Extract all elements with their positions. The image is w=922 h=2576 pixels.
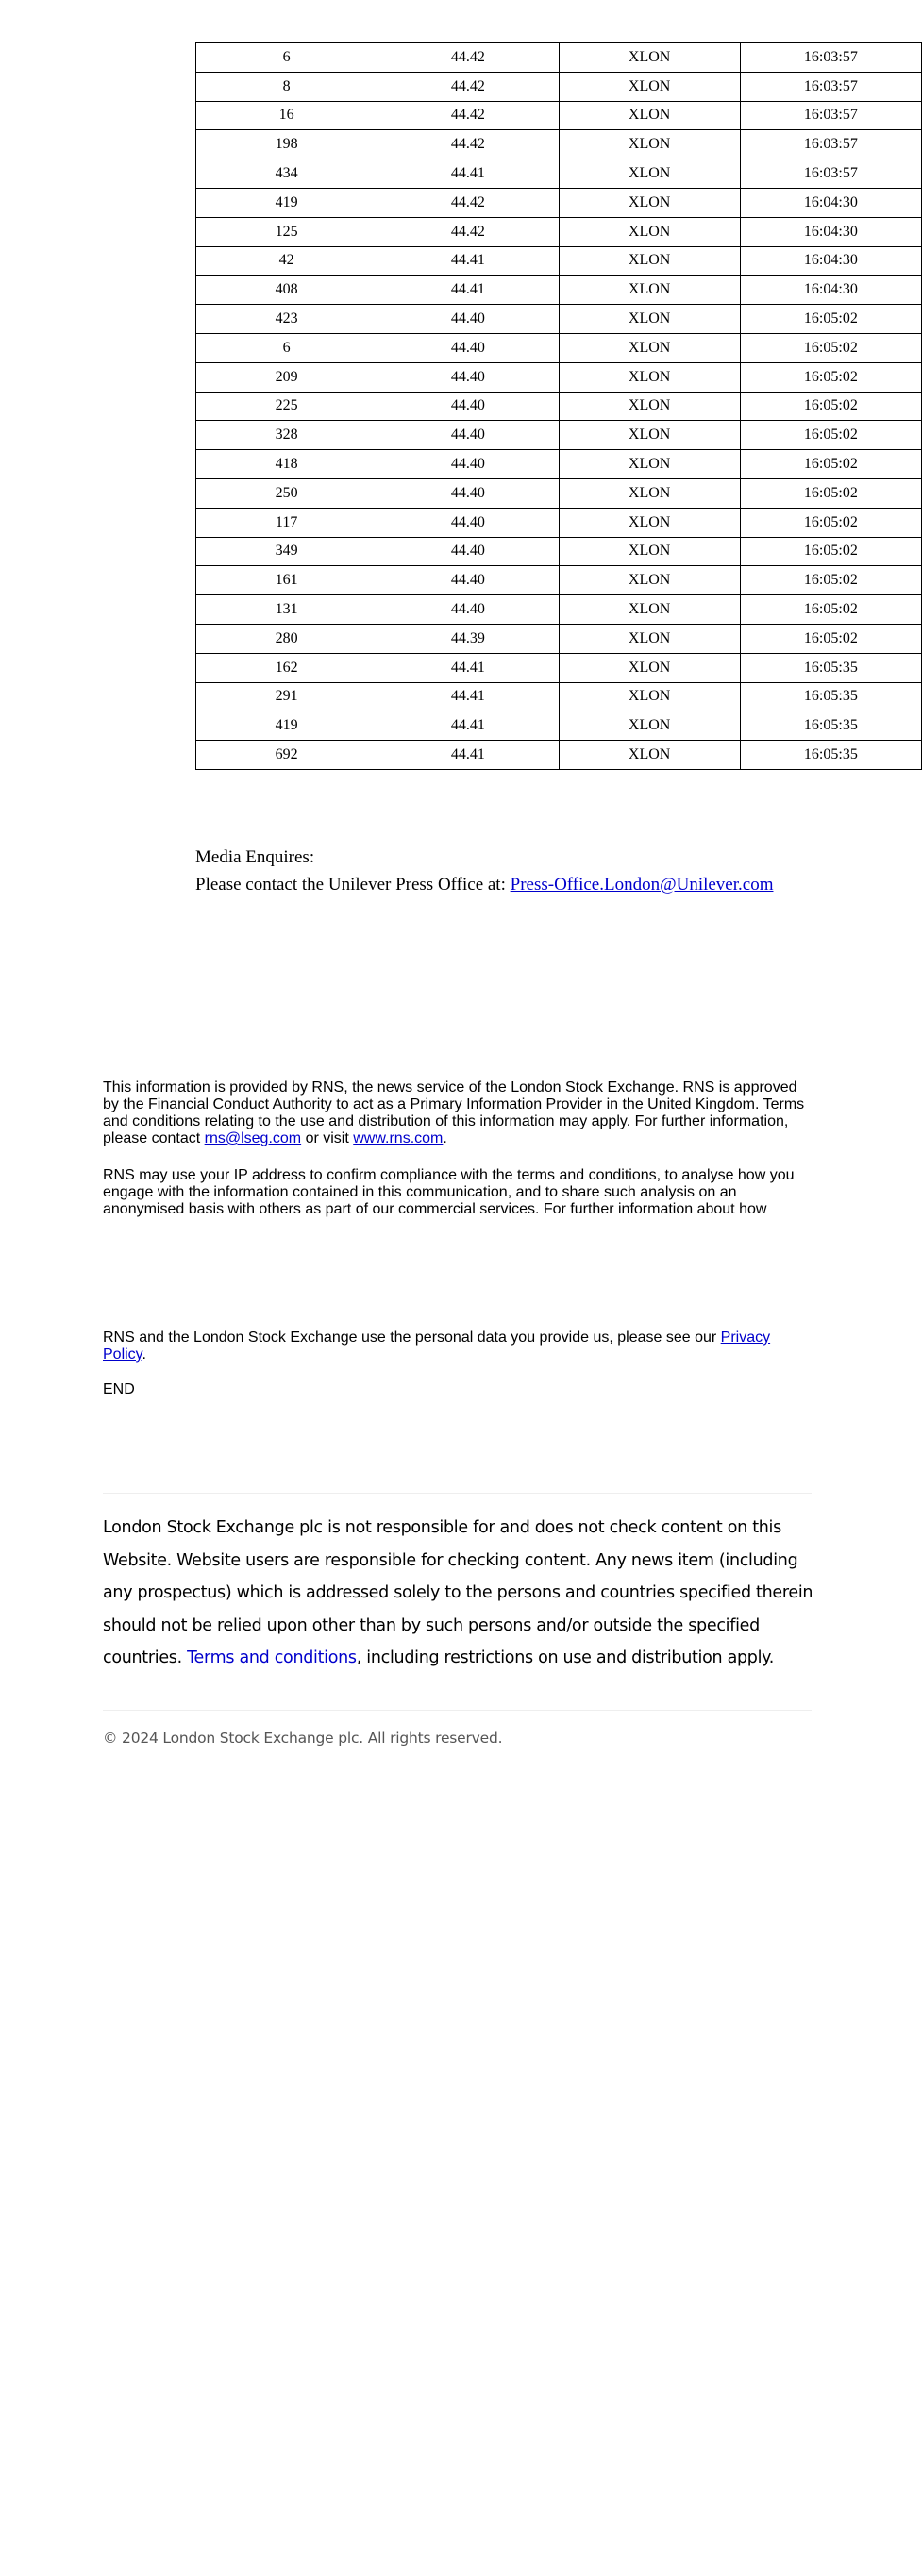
table-cell: XLON <box>559 305 740 334</box>
table-cell: 44.42 <box>377 188 559 217</box>
table-cell: 44.40 <box>377 537 559 566</box>
table-row <box>196 130 922 159</box>
table-cell: 44.42 <box>377 72 559 101</box>
table-cell: 16:04:30 <box>740 246 921 276</box>
table-cell: 16:05:02 <box>740 421 921 450</box>
footer-bottom-divider <box>103 1710 812 1711</box>
rns-ip-paragraph <box>103 1167 809 1218</box>
table-cell: XLON <box>559 276 740 305</box>
table-cell: 44.40 <box>377 450 559 479</box>
table-cell: 44.40 <box>377 392 559 421</box>
trades-table-container <box>195 42 858 793</box>
table-row <box>196 682 922 711</box>
table-row <box>196 159 922 189</box>
table-row <box>196 305 922 334</box>
table-cell: 44.41 <box>377 682 559 711</box>
table-row <box>196 421 922 450</box>
table-row <box>196 188 922 217</box>
table-cell: XLON <box>559 741 740 770</box>
table-cell: XLON <box>559 246 740 276</box>
rns-or-visit-text: or visit <box>301 1130 354 1146</box>
table-row <box>196 653 922 682</box>
table-cell: 16:05:02 <box>740 362 921 392</box>
table-cell: 16:05:02 <box>740 595 921 625</box>
rns-info-paragraph <box>103 1079 809 1147</box>
media-contact <box>195 871 773 898</box>
terms-and-conditions-link[interactable]: Terms and conditions <box>187 1648 357 1667</box>
privacy-policy-link[interactable]: Privacy Policy <box>103 1330 771 1363</box>
end-text: END <box>103 1381 135 1397</box>
table-cell: 419 <box>196 711 377 741</box>
table-cell: 16:05:02 <box>740 478 921 508</box>
table-cell: XLON <box>559 333 740 362</box>
rns-info-period: . <box>443 1130 447 1146</box>
copyright-notice: © 2024 London Stock Exchange plc. All rights reserved. <box>103 1730 503 1747</box>
table-cell: 44.40 <box>377 478 559 508</box>
table-cell: XLON <box>559 362 740 392</box>
table-row <box>196 595 922 625</box>
table-cell: XLON <box>559 101 740 130</box>
rns-ip-text: RNS may use your IP address to confirm compliance with the terms and conditions, to analyse how you engage with the information contained in this communication, and to share such analysis on an anonymised basis with others as part of our commercial services. For further information about how <box>103 1167 795 1217</box>
table-row <box>196 537 922 566</box>
trades-table-body <box>196 43 922 770</box>
table-row <box>196 478 922 508</box>
table-cell: 16:04:30 <box>740 276 921 305</box>
table-cell: XLON <box>559 188 740 217</box>
table-cell: 16:03:57 <box>740 159 921 189</box>
table-cell: 16:05:02 <box>740 450 921 479</box>
media-enquiries <box>195 844 773 898</box>
table-cell: 44.40 <box>377 566 559 595</box>
table-cell: 423 <box>196 305 377 334</box>
table-cell: 6 <box>196 333 377 362</box>
table-row <box>196 246 922 276</box>
table-cell: 434 <box>196 159 377 189</box>
table-cell: 42 <box>196 246 377 276</box>
press-office-email-link[interactable]: Press-Office.London@Unilever.com <box>510 875 774 895</box>
table-cell: 16:05:35 <box>740 741 921 770</box>
rns-privacy-paragraph <box>103 1330 809 1363</box>
table-row <box>196 392 922 421</box>
media-contact-text: Please contact the Unilever Press Office at: <box>195 875 511 895</box>
table-cell: 44.40 <box>377 333 559 362</box>
table-cell: 16:05:02 <box>740 305 921 334</box>
table-cell: 16:05:02 <box>740 566 921 595</box>
table-cell: 6 <box>196 43 377 73</box>
table-cell: 16:04:30 <box>740 188 921 217</box>
table-cell: 225 <box>196 392 377 421</box>
table-cell: 44.40 <box>377 421 559 450</box>
table-cell: 117 <box>196 508 377 537</box>
table-row <box>196 711 922 741</box>
table-cell: 16:03:57 <box>740 43 921 73</box>
table-cell: 44.40 <box>377 595 559 625</box>
table-cell: 250 <box>196 478 377 508</box>
table-cell: 291 <box>196 682 377 711</box>
table-cell: XLON <box>559 682 740 711</box>
table-cell: 44.40 <box>377 305 559 334</box>
table-row <box>196 43 922 73</box>
table-row <box>196 276 922 305</box>
table-cell: 198 <box>196 130 377 159</box>
table-cell: 349 <box>196 537 377 566</box>
table-cell: 408 <box>196 276 377 305</box>
table-cell: XLON <box>559 595 740 625</box>
table-row <box>196 217 922 246</box>
rns-privacy-text: RNS and the London Stock Exchange use the personal data you provide us, please see our <box>103 1330 721 1346</box>
table-cell: XLON <box>559 450 740 479</box>
table-cell: 162 <box>196 653 377 682</box>
lse-disclaimer-tail: , including restrictions on use and distribution apply. <box>356 1648 774 1667</box>
table-cell: 16:05:35 <box>740 682 921 711</box>
footer-top-divider <box>103 1493 812 1494</box>
rns-privacy-period: . <box>142 1347 146 1363</box>
table-row <box>196 566 922 595</box>
table-cell: XLON <box>559 508 740 537</box>
table-cell: 161 <box>196 566 377 595</box>
table-cell: 16:04:30 <box>740 217 921 246</box>
rns-end-marker <box>103 1381 809 1398</box>
table-cell: 16:03:57 <box>740 72 921 101</box>
table-cell: XLON <box>559 711 740 741</box>
table-cell: 328 <box>196 421 377 450</box>
table-cell: XLON <box>559 392 740 421</box>
table-cell: 125 <box>196 217 377 246</box>
table-cell: 44.40 <box>377 362 559 392</box>
table-cell: XLON <box>559 478 740 508</box>
table-cell: 44.41 <box>377 741 559 770</box>
table-cell: 419 <box>196 188 377 217</box>
table-cell: 16:05:02 <box>740 508 921 537</box>
table-row <box>196 333 922 362</box>
table-row <box>196 72 922 101</box>
table-row <box>196 450 922 479</box>
table-cell: 280 <box>196 624 377 653</box>
table-row <box>196 508 922 537</box>
table-cell: 16:05:35 <box>740 711 921 741</box>
table-cell: 8 <box>196 72 377 101</box>
table-cell: 16:05:02 <box>740 624 921 653</box>
table-row <box>196 101 922 130</box>
rns-email-link[interactable]: rns@lseg.com <box>204 1130 302 1146</box>
table-cell: XLON <box>559 72 740 101</box>
table-cell: XLON <box>559 653 740 682</box>
table-cell: 44.42 <box>377 130 559 159</box>
table-cell: 44.41 <box>377 711 559 741</box>
table-row <box>196 624 922 653</box>
table-cell: XLON <box>559 421 740 450</box>
rns-info-text: This information is provided by RNS, the news service of the London Stock Exchange. RNS is approved by the Financial Conduct Authority to act as a Primary Information Provider in the United Kingdom. Terms and conditions relating to the use and distribution of this information may apply. For further information, please contact <box>103 1079 805 1146</box>
table-cell: 418 <box>196 450 377 479</box>
media-heading: Media Enquires: <box>195 847 315 867</box>
table-cell: 44.41 <box>377 653 559 682</box>
table-cell: 16:05:02 <box>740 537 921 566</box>
table-cell: 16 <box>196 101 377 130</box>
lse-disclaimer-text: London Stock Exchange plc is not responsible for and does not check content on this Website. Website users are responsible for checking content. Any news item (including any prospectus) which is addressed solely to the persons and countries specified therein should not be relied upon other than by such persons and/or outside the specified countries. <box>103 1518 813 1667</box>
table-cell: 16:05:35 <box>740 653 921 682</box>
table-cell: 16:05:02 <box>740 392 921 421</box>
table-cell: 131 <box>196 595 377 625</box>
table-cell: 44.40 <box>377 508 559 537</box>
table-cell: 44.42 <box>377 101 559 130</box>
table-cell: 16:05:02 <box>740 333 921 362</box>
table-row <box>196 741 922 770</box>
table-cell: 209 <box>196 362 377 392</box>
lse-disclaimer <box>103 1512 815 1675</box>
table-cell: 16:03:57 <box>740 130 921 159</box>
table-cell: XLON <box>559 624 740 653</box>
table-cell: 44.41 <box>377 246 559 276</box>
table-cell: XLON <box>559 537 740 566</box>
table-cell: 44.41 <box>377 276 559 305</box>
table-row <box>196 362 922 392</box>
table-cell: 692 <box>196 741 377 770</box>
table-cell: 44.42 <box>377 43 559 73</box>
table-cell: XLON <box>559 43 740 73</box>
trades-table <box>195 42 922 770</box>
table-cell: 44.39 <box>377 624 559 653</box>
table-cell: 44.42 <box>377 217 559 246</box>
table-cell: XLON <box>559 130 740 159</box>
table-cell: 44.41 <box>377 159 559 189</box>
table-cell: XLON <box>559 217 740 246</box>
rns-website-link[interactable]: www.rns.com <box>353 1130 444 1146</box>
table-cell: XLON <box>559 159 740 189</box>
table-cell: 16:03:57 <box>740 101 921 130</box>
table-cell: XLON <box>559 566 740 595</box>
